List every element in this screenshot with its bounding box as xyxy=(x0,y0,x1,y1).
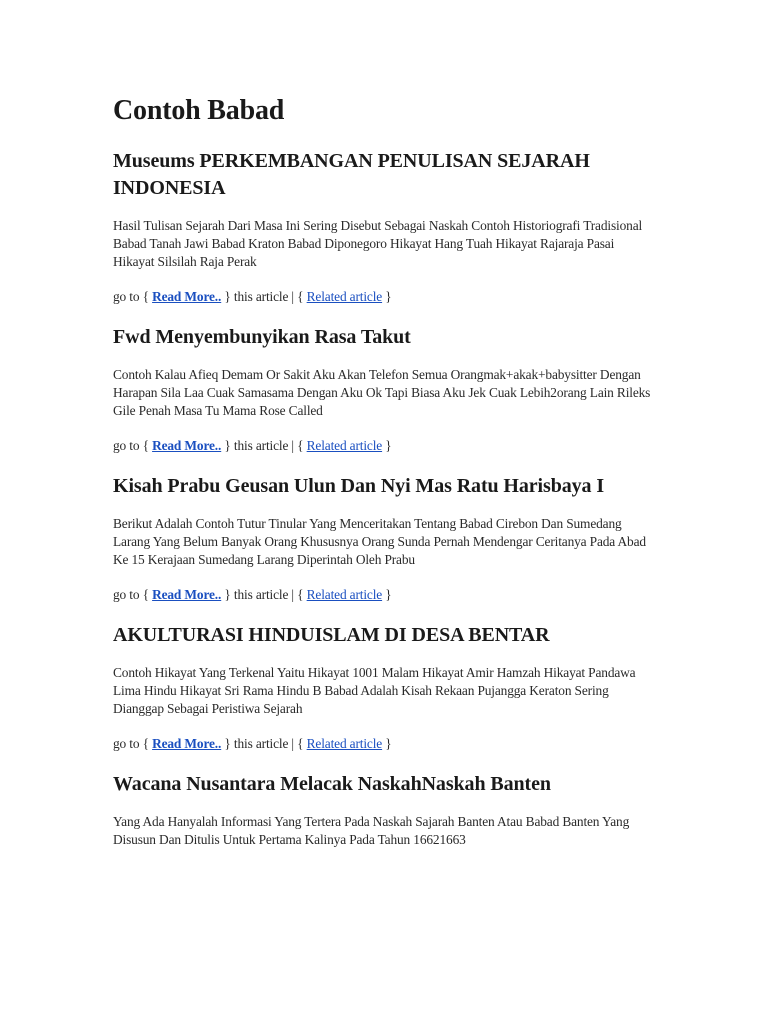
document-page xyxy=(113,92,658,866)
links-middle: } this article | { xyxy=(221,736,307,751)
article-title: AKULTURASI HINDUISLAM DI DESA BENTAR xyxy=(113,624,550,646)
read-more-link[interactable]: Read More.. xyxy=(152,438,222,453)
article-excerpt: Yang Ada Hanyalah Informasi Yang Tertera Pada Naskah Sajarah Banten Atau Babad Banten Yang Disusun Dan Ditulis Untuk Pertama Kalinya Pada Tahun 16621663 xyxy=(113,814,630,847)
article-links xyxy=(113,735,658,753)
article xyxy=(113,771,658,849)
links-middle: } this article | { xyxy=(221,289,307,304)
links-suffix: } xyxy=(382,289,392,304)
article xyxy=(113,473,658,604)
article xyxy=(113,622,658,753)
related-article-link[interactable]: Related article xyxy=(306,587,383,602)
read-more-link[interactable]: Read More.. xyxy=(152,587,222,602)
article-title: Kisah Prabu Geusan Ulun Dan Nyi Mas Ratu Harisbaya I xyxy=(113,475,605,497)
links-middle: } this article | { xyxy=(221,438,307,453)
article-links xyxy=(113,288,658,306)
links-suffix: } xyxy=(382,587,392,602)
links-suffix: } xyxy=(382,736,392,751)
article xyxy=(113,324,658,455)
links-prefix: go to { xyxy=(113,438,153,453)
links-prefix: go to { xyxy=(113,587,153,602)
article-title: Wacana Nusantara Melacak NaskahNaskah Banten xyxy=(113,773,551,795)
links-prefix: go to { xyxy=(113,289,153,304)
links-prefix: go to { xyxy=(113,736,153,751)
article-title: Fwd Menyembunyikan Rasa Takut xyxy=(113,326,411,348)
article-excerpt: Berikut Adalah Contoh Tutur Tinular Yang Menceritakan Tentang Babad Cirebon Dan Sumedang Larang Yang Belum Banyak Orang Khususnya Orang Sunda Pernah Mendengar Ceritanya Pada Abad Ke 15 Kerajaan Sumedang Larang Diperintah Oleh Prabu xyxy=(113,516,646,567)
article-title: Museums PERKEMBANGAN PENULISAN SEJARAH INDONESIA xyxy=(113,150,590,199)
links-suffix: } xyxy=(382,438,392,453)
page-title: Contoh Babad xyxy=(113,95,285,126)
article xyxy=(113,148,658,306)
links-middle: } this article | { xyxy=(221,587,307,602)
article-excerpt: Hasil Tulisan Sejarah Dari Masa Ini Sering Disebut Sebagai Naskah Contoh Historiografi Tradisional Babad Tanah Jawi Babad Kraton Babad Diponegoro Hikayat Hang Tuah Hikayat Rajaraja Pasai Hikayat Silsilah Raja Perak xyxy=(113,218,643,269)
article-links xyxy=(113,437,658,455)
article-links xyxy=(113,586,658,604)
read-more-link[interactable]: Read More.. xyxy=(152,736,222,751)
read-more-link[interactable]: Read More.. xyxy=(152,289,222,304)
related-article-link[interactable]: Related article xyxy=(306,736,383,751)
article-excerpt: Contoh Hikayat Yang Terkenal Yaitu Hikayat 1001 Malam Hikayat Amir Hamzah Hikayat Pandawa Lima Hindu Hikayat Sri Rama Hindu B Babad Adalah Kisah Rekaan Pujangga Keraton Sering Dianggap Sebagai Peristiwa Sejarah xyxy=(113,665,636,716)
related-article-link[interactable]: Related article xyxy=(306,438,383,453)
article-excerpt: Contoh Kalau Afieq Demam Or Sakit Aku Akan Telefon Semua Orangmak+akak+babysitter Dengan Harapan Sila Laa Cuak Samasama Dengan Aku Ok Tapi Biasa Aku Jek Cuak Lebih2orang Lain Rileks Gile Penah Masa Tu Mama Rose Called xyxy=(113,367,651,418)
related-article-link[interactable]: Related article xyxy=(306,289,383,304)
